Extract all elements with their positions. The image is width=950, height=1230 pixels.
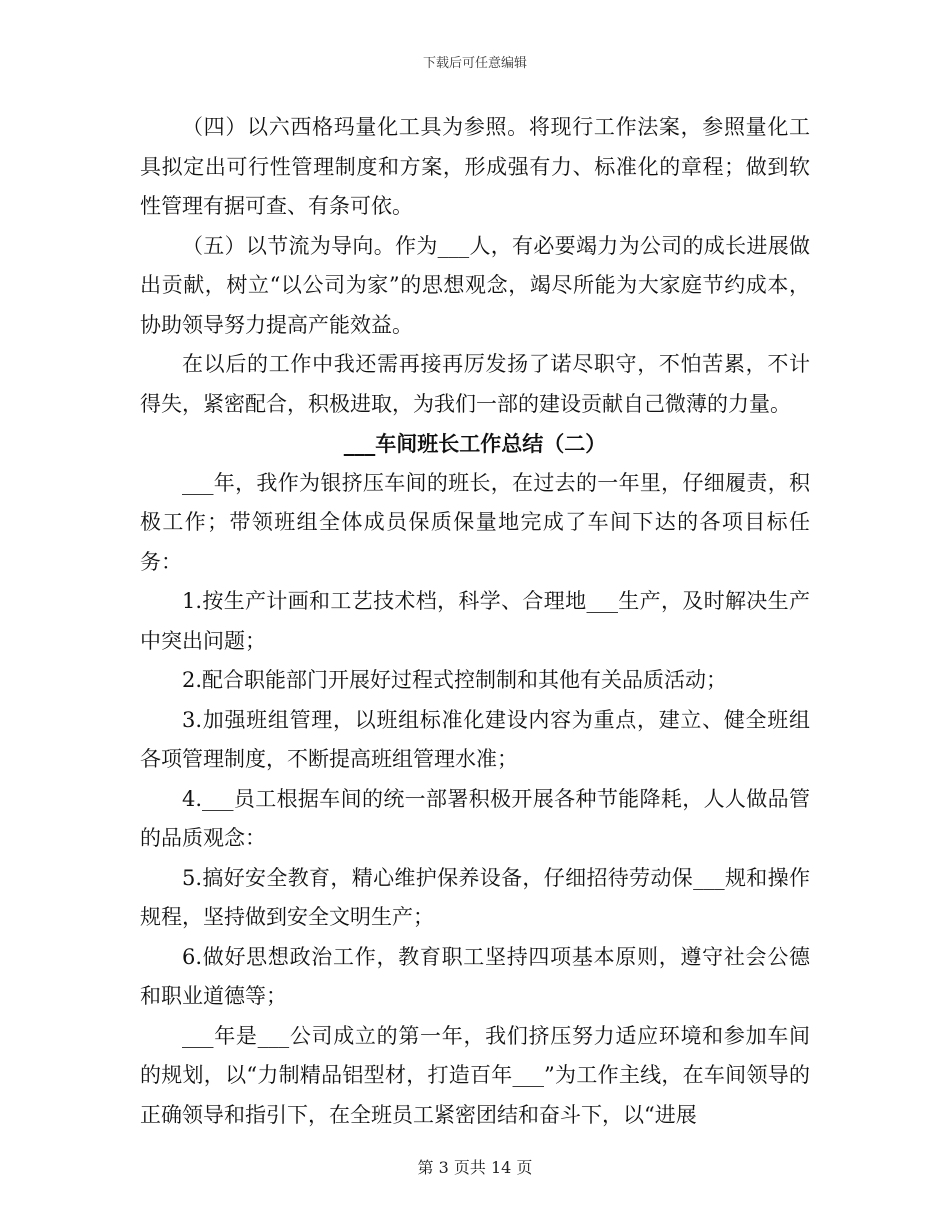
paragraph: （四）以六西格玛量化工具为参照。将现行工作法案，参照量化工具拟定出可行性管理制度和方案，形成强有力、标准化的章程；做到软性管理有据可查、有条可依。 — [140, 115, 810, 218]
list-item: 4.___员工根据车间的统一部署积极开展各种节能降耗，人人做品管的品质观念： — [140, 786, 810, 850]
document-body — [140, 108, 810, 1135]
list-item: 5.搞好安全教育，精心维护保养设备，仔细招待劳动保___规和操作规程，坚持做到安全文明生产； — [140, 865, 810, 929]
list-item: 1.按生产计画和工艺技术档，科学、合理地___生产，及时解决生产中突出问题； — [140, 589, 810, 653]
section-title: ___车间班长工作总结（二） — [343, 431, 607, 456]
list-item: 3.加强班组管理，以班组标准化建设内容为重点，建立、健全班组各项管理制度，不断提高班组管理水准； — [140, 707, 810, 771]
paragraph: 在以后的工作中我还需再接再厉发扬了诺尽职守，不怕苦累，不计得失，紧密配合，积极进取，为我们一部的建设贡献自己微薄的力量。 — [140, 352, 810, 416]
paragraph: ___年是___公司成立的第一年，我们挤压努力适应环境和参加车间的规划，以“力制精品铝型材，打造百年___”为工作主线，在车间领导的正确领导和指引下，在全班员工紧密团结和奋斗下，以“进展 — [140, 1023, 810, 1127]
list-item: 2.配合职能部门开展好过程式控制制和其他有关品质活动； — [182, 668, 728, 692]
list-item: 6.做好思想政治工作，教育职工坚持四项基本原则，遵守社会公德和职业道德等； — [140, 944, 810, 1008]
paragraph: （五）以节流为导向。作为___人，有必要竭力为公司的成长进展做出贡献，树立“以公司为家”的思想观念，竭尽所能为大家庭节约成本，协助领导努力提高产能效益。 — [140, 233, 810, 337]
page-footer: 第 3 页共 14 页 — [417, 1158, 533, 1177]
page-header: 下载后可任意编辑 — [422, 56, 527, 71]
paragraph: ___年，我作为银挤压车间的班长，在过去的一年里，仔细履责，积极工作；带领班组全体成员保质保量地完成了车间下达的各项目标任务： — [140, 470, 810, 574]
